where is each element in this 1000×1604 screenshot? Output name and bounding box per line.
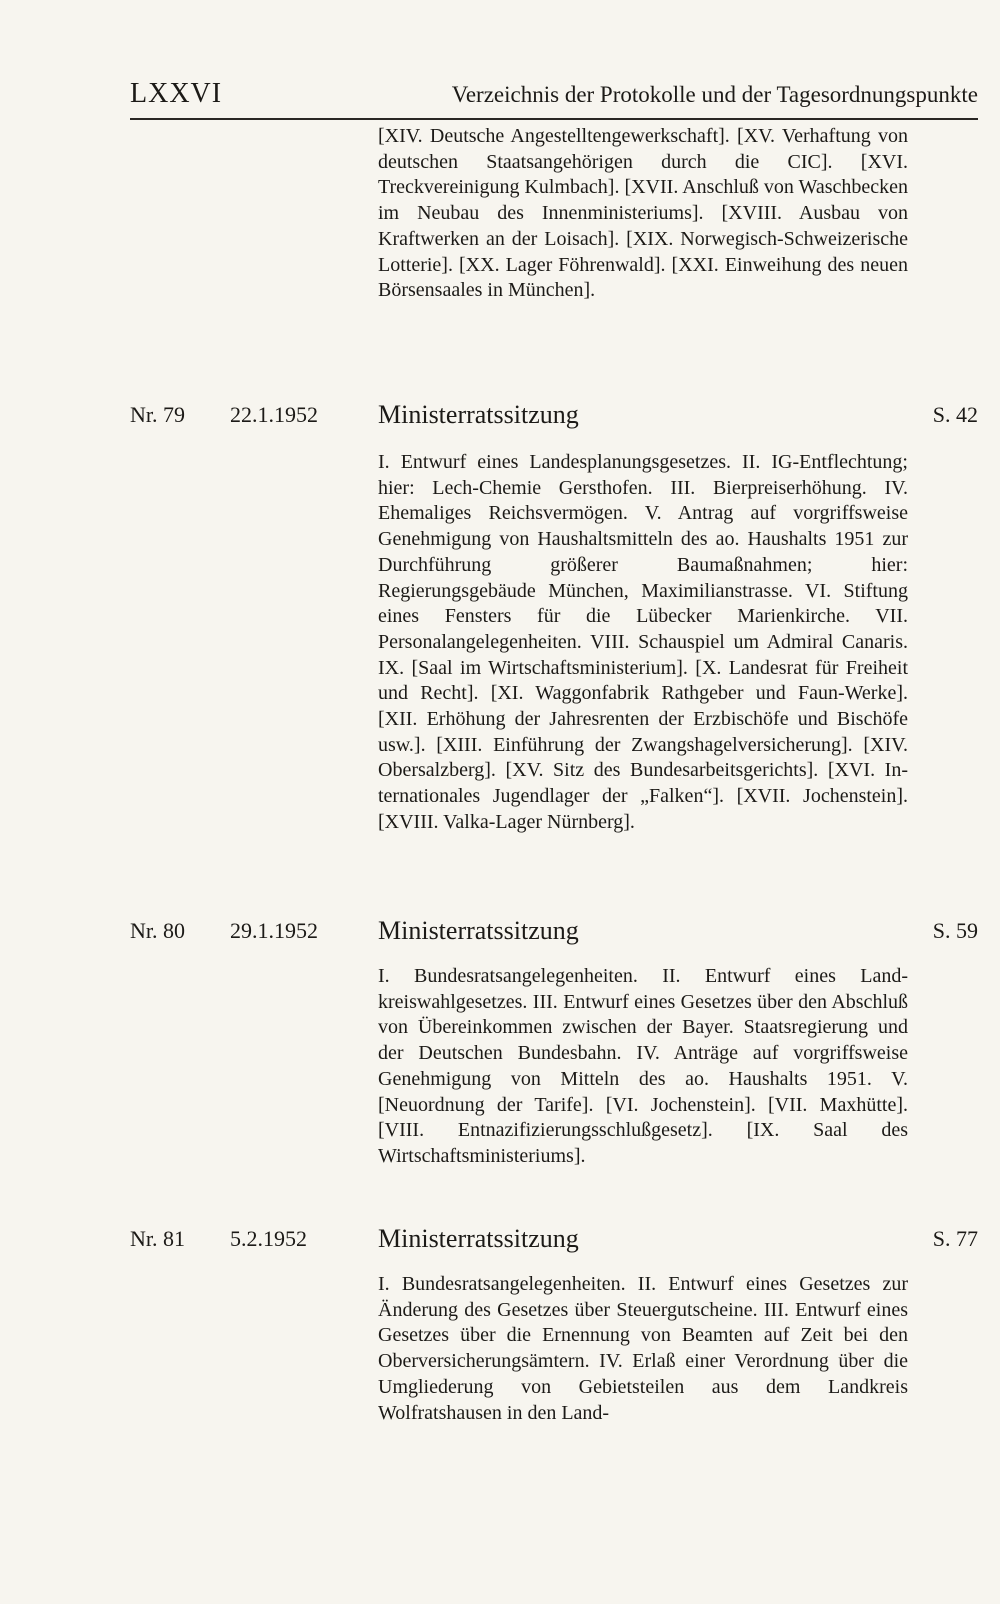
protocol-entry-81 [130,1226,978,1260]
entry-number: Nr. 79 [130,402,185,427]
page-header [130,78,978,118]
entry-page-reference: S. 59 [932,918,978,943]
entry-title: Ministerratssitzung [378,400,579,429]
entry-number: Nr. 80 [130,918,185,943]
entry-title: Ministerratssitzung [378,916,579,945]
entry-page-reference: S. 42 [932,402,978,427]
entry-title: Ministerratssitzung [378,1224,579,1253]
entry-date: 29.1.1952 [230,918,318,943]
entry-agenda-text: I. Entwurf eines Landesplanungsgesetzes. II. IG-Entflechtung; hier: Lech-Chemie Gersthofen. III. Bierpreiserhöhung. IV. Ehemaliges Reichsvermögen. V. Antrag auf vorgriffsweise Genehmigung von Haushaltsmitteln des ao. Haushalts 1951 zur Durchführung größerer Baumaßnahmen; hier: Regierungsgebäude München, Maximilianstrasse. VI. Stiftung eines Fensters für die Lübecker Marienkirche. VII. Personalangelegenheiten. VIII. Schauspiel um Admiral Canaris. IX. [Saal im Wirtschaftsministerium]. [X. Landesrat für Freiheit und Recht]. [XI. Waggonfabrik Rathgeber und Faun-Werke]. [XII. Erhöhung der Jahresrenten der Erzbischöfe und Bischöfe usw.]. [XIII. Einführung der Zwangshagelversicherung]. [XIV. Obersalzberg]. [XV. Sitz des Bundesarbeitsgerichts]. [XVI. Internationales Jugendlager der „Falken“]. [XVII. Jochenstein]. [XVIII. Valka-Lager Nürnberg]. [378,451,908,833]
page-number: LXXVI [130,78,223,109]
protocol-entry-79 [130,402,978,436]
running-title: Verzeichnis der Protokolle und der Tagesordnungspunkte [451,82,978,107]
entry-date: 5.2.1952 [230,1226,307,1251]
entry-agenda-text: I. Bundesratsangelegenheiten. II. Entwurf eines Landkreiswahlgesetzes. III. Entwurf eines Gesetzes über den Abschluß von Übereinkommen zwischen der Bayer. Staatsregierung und der Deutschen Bundesbahn. IV. Anträge auf vorgriffsweise Genehmigung von Mitteln des ao. Haushalts 1951. V. [Neuordnung der Tarife]. [VI. Jochenstein]. [VII. Maxhütte]. [VIII. Entnazifizierungsschlußgesetz]. [IX. Saal des Wirtschaftsministeriums]. [378,965,908,1167]
entry-agenda-text: I. Bundesratsangelegenheiten. II. Entwurf eines Gesetzes zur Änderung des Gesetzes über Steuergutscheine. III. Entwurf eines Gesetzes über die Ernennung von Beamten auf Zeit bei den Oberversicherungsämtern. IV. Erlaß einer Verordnung über die Umgliederung von Gebietsteilen aus dem Landkreis Wolfratshausen in den Land- [378,1273,908,1424]
header-rule [130,118,978,120]
carryover-agenda-text: [XIV. Deutsche Angestelltengewerkschaft]. [XV. Verhaftung von deutschen Staatsangehörigen durch die CIC]. [XVI. Treckvereinigung Kulmbach]. [XVII. Anschluß von Waschbecken im Neubau des Innenministeriums]. [XVIII. Ausbau von Kraftwerken an der Loisach]. [XIX. Norwegisch-Schweizerische Lotterie]. [XX. Lager Föhrenwald]. [XXI. Einweihung des neuen Börsensaales in München]. [378,125,908,302]
protocol-entry-80 [130,918,978,952]
entry-number: Nr. 81 [130,1226,185,1251]
entry-page-reference: S. 77 [932,1226,978,1251]
entry-date: 22.1.1952 [230,402,318,427]
